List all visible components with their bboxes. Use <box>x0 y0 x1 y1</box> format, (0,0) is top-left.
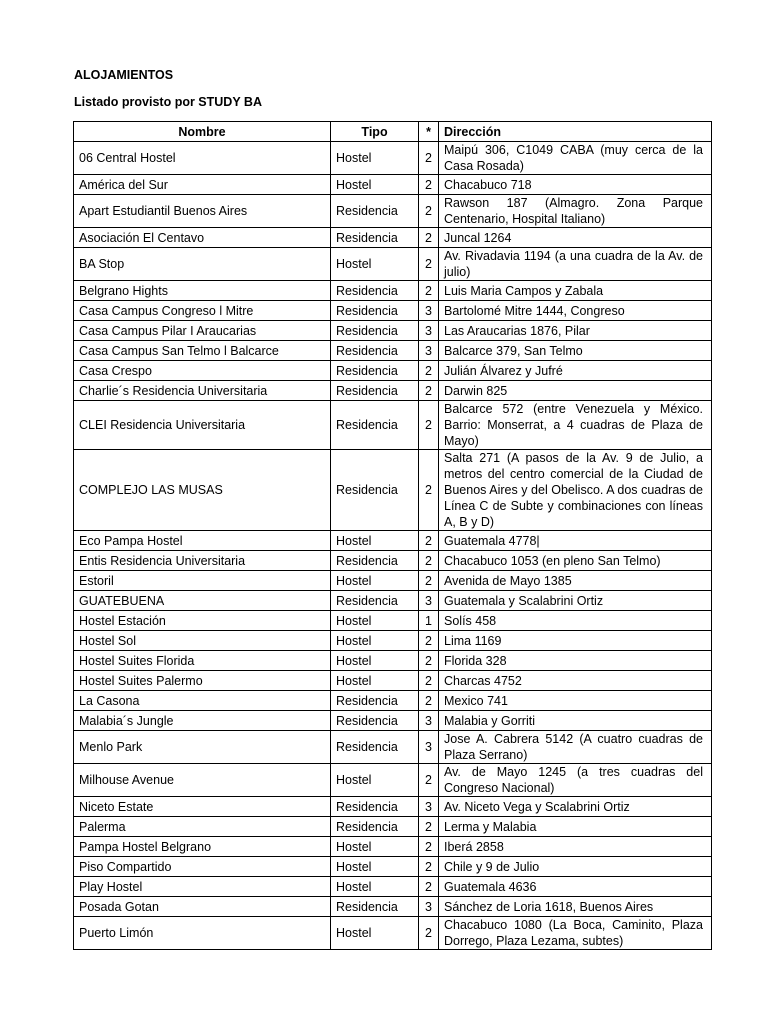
cell-type: Hostel <box>331 651 419 671</box>
table-row <box>74 611 712 631</box>
cell-name: Posada Gotan <box>74 897 331 917</box>
cell-address: Las Araucarias 1876, Pilar <box>439 321 712 341</box>
cell-stars: 2 <box>419 361 439 381</box>
cell-address: Sánchez de Loria 1618, Buenos Aires <box>439 897 712 917</box>
cell-name: BA Stop <box>74 248 331 281</box>
cell-address: Balcarce 379, San Telmo <box>439 341 712 361</box>
cell-name: Hostel Suites Florida <box>74 651 331 671</box>
cell-name: Asociación El Centavo <box>74 228 331 248</box>
table-row <box>74 248 712 281</box>
table-row <box>74 321 712 341</box>
cell-stars: 2 <box>419 857 439 877</box>
cell-address: Avenida de Mayo 1385 <box>439 571 712 591</box>
cell-address: Chacabuco 1080 (La Boca, Caminito, Plaza Dorrego, Plaza Lezama, subtes) <box>439 917 712 950</box>
cell-name: Entis Residencia Universitaria <box>74 551 331 571</box>
table-row <box>74 450 712 531</box>
cell-address: Lerma y Malabia <box>439 817 712 837</box>
cell-address: Mexico 741 <box>439 691 712 711</box>
cell-address: Guatemala 4636 <box>439 877 712 897</box>
cell-name: América del Sur <box>74 175 331 195</box>
cell-name: Hostel Sol <box>74 631 331 651</box>
table-row <box>74 281 712 301</box>
cell-type: Residencia <box>331 897 419 917</box>
cell-stars: 3 <box>419 341 439 361</box>
cell-stars: 2 <box>419 531 439 551</box>
cell-stars: 2 <box>419 450 439 531</box>
cell-name: Hostel Suites Palermo <box>74 671 331 691</box>
table-header-row <box>74 122 712 142</box>
cell-address: Juncal 1264 <box>439 228 712 248</box>
cell-address: Luis Maria Campos y Zabala <box>439 281 712 301</box>
cell-address: Av. de Mayo 1245 (a tres cuadras del Congreso Nacional) <box>439 764 712 797</box>
cell-address: Jose A. Cabrera 5142 (A cuatro cuadras de Plaza Serrano) <box>439 731 712 764</box>
cell-address: Solís 458 <box>439 611 712 631</box>
cell-type: Residencia <box>331 731 419 764</box>
cell-type: Residencia <box>331 281 419 301</box>
cell-name: Eco Pampa Hostel <box>74 531 331 551</box>
cell-name: Hostel Estación <box>74 611 331 631</box>
cell-stars: 3 <box>419 301 439 321</box>
cell-stars: 2 <box>419 571 439 591</box>
table-row <box>74 877 712 897</box>
table-row <box>74 571 712 591</box>
cell-stars: 3 <box>419 591 439 611</box>
cell-type: Residencia <box>331 551 419 571</box>
cell-name: Apart Estudiantil Buenos Aires <box>74 195 331 228</box>
table-row <box>74 591 712 611</box>
cell-name: Casa Crespo <box>74 361 331 381</box>
cell-stars: 3 <box>419 731 439 764</box>
cell-stars: 2 <box>419 651 439 671</box>
cell-name: Belgrano Hights <box>74 281 331 301</box>
table-row <box>74 531 712 551</box>
table-row <box>74 837 712 857</box>
table-row <box>74 764 712 797</box>
cell-stars: 2 <box>419 248 439 281</box>
cell-type: Hostel <box>331 611 419 631</box>
cell-name: Charlie´s Residencia Universitaria <box>74 381 331 401</box>
cell-address: Guatemala y Scalabrini Ortiz <box>439 591 712 611</box>
cell-address: Chacabuco 1053 (en pleno San Telmo) <box>439 551 712 571</box>
cell-stars: 2 <box>419 175 439 195</box>
table-row <box>74 691 712 711</box>
cell-stars: 1 <box>419 611 439 631</box>
cell-stars: 2 <box>419 142 439 175</box>
cell-name: Casa Campus San Telmo l Balcarce <box>74 341 331 361</box>
table-row <box>74 195 712 228</box>
table-row <box>74 671 712 691</box>
table-row <box>74 361 712 381</box>
column-header-name: Nombre <box>74 122 331 142</box>
table-row <box>74 401 712 450</box>
cell-stars: 2 <box>419 764 439 797</box>
cell-type: Residencia <box>331 591 419 611</box>
table-row <box>74 797 712 817</box>
accommodations-table <box>73 121 712 950</box>
cell-type: Residencia <box>331 321 419 341</box>
cell-name: Malabia´s Jungle <box>74 711 331 731</box>
cell-address: Maipú 306, C1049 CABA (muy cerca de la Casa Rosada) <box>439 142 712 175</box>
cell-name: Pampa Hostel Belgrano <box>74 837 331 857</box>
cell-type: Residencia <box>331 301 419 321</box>
cell-type: Hostel <box>331 877 419 897</box>
cell-address: Iberá 2858 <box>439 837 712 857</box>
table-row <box>74 175 712 195</box>
cell-name: Palerma <box>74 817 331 837</box>
cell-type: Hostel <box>331 917 419 950</box>
column-header-address: Dirección <box>439 122 712 142</box>
cell-type: Residencia <box>331 361 419 381</box>
cell-name: Play Hostel <box>74 877 331 897</box>
cell-stars: 2 <box>419 917 439 950</box>
cell-address: Julián Álvarez y Jufré <box>439 361 712 381</box>
table-row <box>74 917 712 950</box>
cell-address: Charcas 4752 <box>439 671 712 691</box>
cell-address: Rawson 187 (Almagro. Zona Parque Centenario, Hospital Italiano) <box>439 195 712 228</box>
cell-type: Residencia <box>331 691 419 711</box>
cell-type: Residencia <box>331 228 419 248</box>
table-row <box>74 381 712 401</box>
cell-stars: 3 <box>419 797 439 817</box>
cell-name: Estoril <box>74 571 331 591</box>
cell-name: COMPLEJO LAS MUSAS <box>74 450 331 531</box>
cell-address: Florida 328 <box>439 651 712 671</box>
cell-type: Hostel <box>331 857 419 877</box>
table-row <box>74 142 712 175</box>
cell-type: Residencia <box>331 195 419 228</box>
cell-address: Chacabuco 718 <box>439 175 712 195</box>
cell-type: Hostel <box>331 571 419 591</box>
cell-address: Guatemala 4778| <box>439 531 712 551</box>
cell-name: Casa Campus Pilar I Araucarias <box>74 321 331 341</box>
cell-stars: 2 <box>419 551 439 571</box>
cell-type: Residencia <box>331 797 419 817</box>
document-subtitle: Listado provisto por STUDY BA <box>74 95 262 109</box>
cell-stars: 2 <box>419 631 439 651</box>
cell-stars: 2 <box>419 691 439 711</box>
cell-type: Hostel <box>331 764 419 797</box>
table-row <box>74 651 712 671</box>
cell-type: Hostel <box>331 175 419 195</box>
cell-address: Chile y 9 de Julio <box>439 857 712 877</box>
column-header-type: Tipo <box>331 122 419 142</box>
table-row <box>74 857 712 877</box>
cell-stars: 3 <box>419 321 439 341</box>
cell-type: Hostel <box>331 531 419 551</box>
cell-stars: 2 <box>419 381 439 401</box>
cell-stars: 2 <box>419 228 439 248</box>
cell-address: Balcarce 572 (entre Venezuela y México. Barrio: Monserrat, a 4 cuadras de Plaza de Mayo) <box>439 401 712 450</box>
cell-address: Av. Rivadavia 1194 (a una cuadra de la Av. de julio) <box>439 248 712 281</box>
cell-type: Residencia <box>331 711 419 731</box>
cell-address: Darwin 825 <box>439 381 712 401</box>
table-row <box>74 631 712 651</box>
cell-address: Salta 271 (A pasos de la Av. 9 de Julio, a metros del centro comercial de la Ciudad de Buenos Aires y del Obelisco. A dos cuadras de Línea C de Subte y combinaciones con líneas A, B y D) <box>439 450 712 531</box>
cell-name: Piso Compartido <box>74 857 331 877</box>
cell-type: Hostel <box>331 142 419 175</box>
cell-type: Hostel <box>331 671 419 691</box>
cell-stars: 3 <box>419 897 439 917</box>
cell-type: Residencia <box>331 381 419 401</box>
table-row <box>74 731 712 764</box>
cell-type: Residencia <box>331 341 419 361</box>
cell-name: La Casona <box>74 691 331 711</box>
table-row <box>74 551 712 571</box>
cell-address: Malabia y Gorriti <box>439 711 712 731</box>
table-row <box>74 301 712 321</box>
cell-name: Menlo Park <box>74 731 331 764</box>
cell-stars: 2 <box>419 195 439 228</box>
cell-stars: 2 <box>419 837 439 857</box>
cell-name: Niceto Estate <box>74 797 331 817</box>
cell-stars: 3 <box>419 711 439 731</box>
table-row <box>74 817 712 837</box>
cell-address: Bartolomé Mitre 1444, Congreso <box>439 301 712 321</box>
column-header-stars: * <box>419 122 439 142</box>
cell-name: CLEI Residencia Universitaria <box>74 401 331 450</box>
document-title: ALOJAMIENTOS <box>74 68 174 82</box>
cell-type: Residencia <box>331 817 419 837</box>
table-row <box>74 711 712 731</box>
cell-name: Milhouse Avenue <box>74 764 331 797</box>
cell-stars: 2 <box>419 401 439 450</box>
cell-stars: 2 <box>419 671 439 691</box>
cell-stars: 2 <box>419 877 439 897</box>
cell-name: Casa Campus Congreso l Mitre <box>74 301 331 321</box>
cell-address: Lima 1169 <box>439 631 712 651</box>
table-row <box>74 228 712 248</box>
cell-name: 06 Central Hostel <box>74 142 331 175</box>
cell-name: Puerto Limón <box>74 917 331 950</box>
cell-type: Residencia <box>331 401 419 450</box>
cell-name: GUATEBUENA <box>74 591 331 611</box>
cell-address: Av. Niceto Vega y Scalabrini Ortiz <box>439 797 712 817</box>
cell-type: Hostel <box>331 248 419 281</box>
cell-stars: 2 <box>419 817 439 837</box>
table-row <box>74 341 712 361</box>
cell-type: Residencia <box>331 450 419 531</box>
table-row <box>74 897 712 917</box>
cell-type: Hostel <box>331 631 419 651</box>
cell-type: Hostel <box>331 837 419 857</box>
cell-stars: 2 <box>419 281 439 301</box>
